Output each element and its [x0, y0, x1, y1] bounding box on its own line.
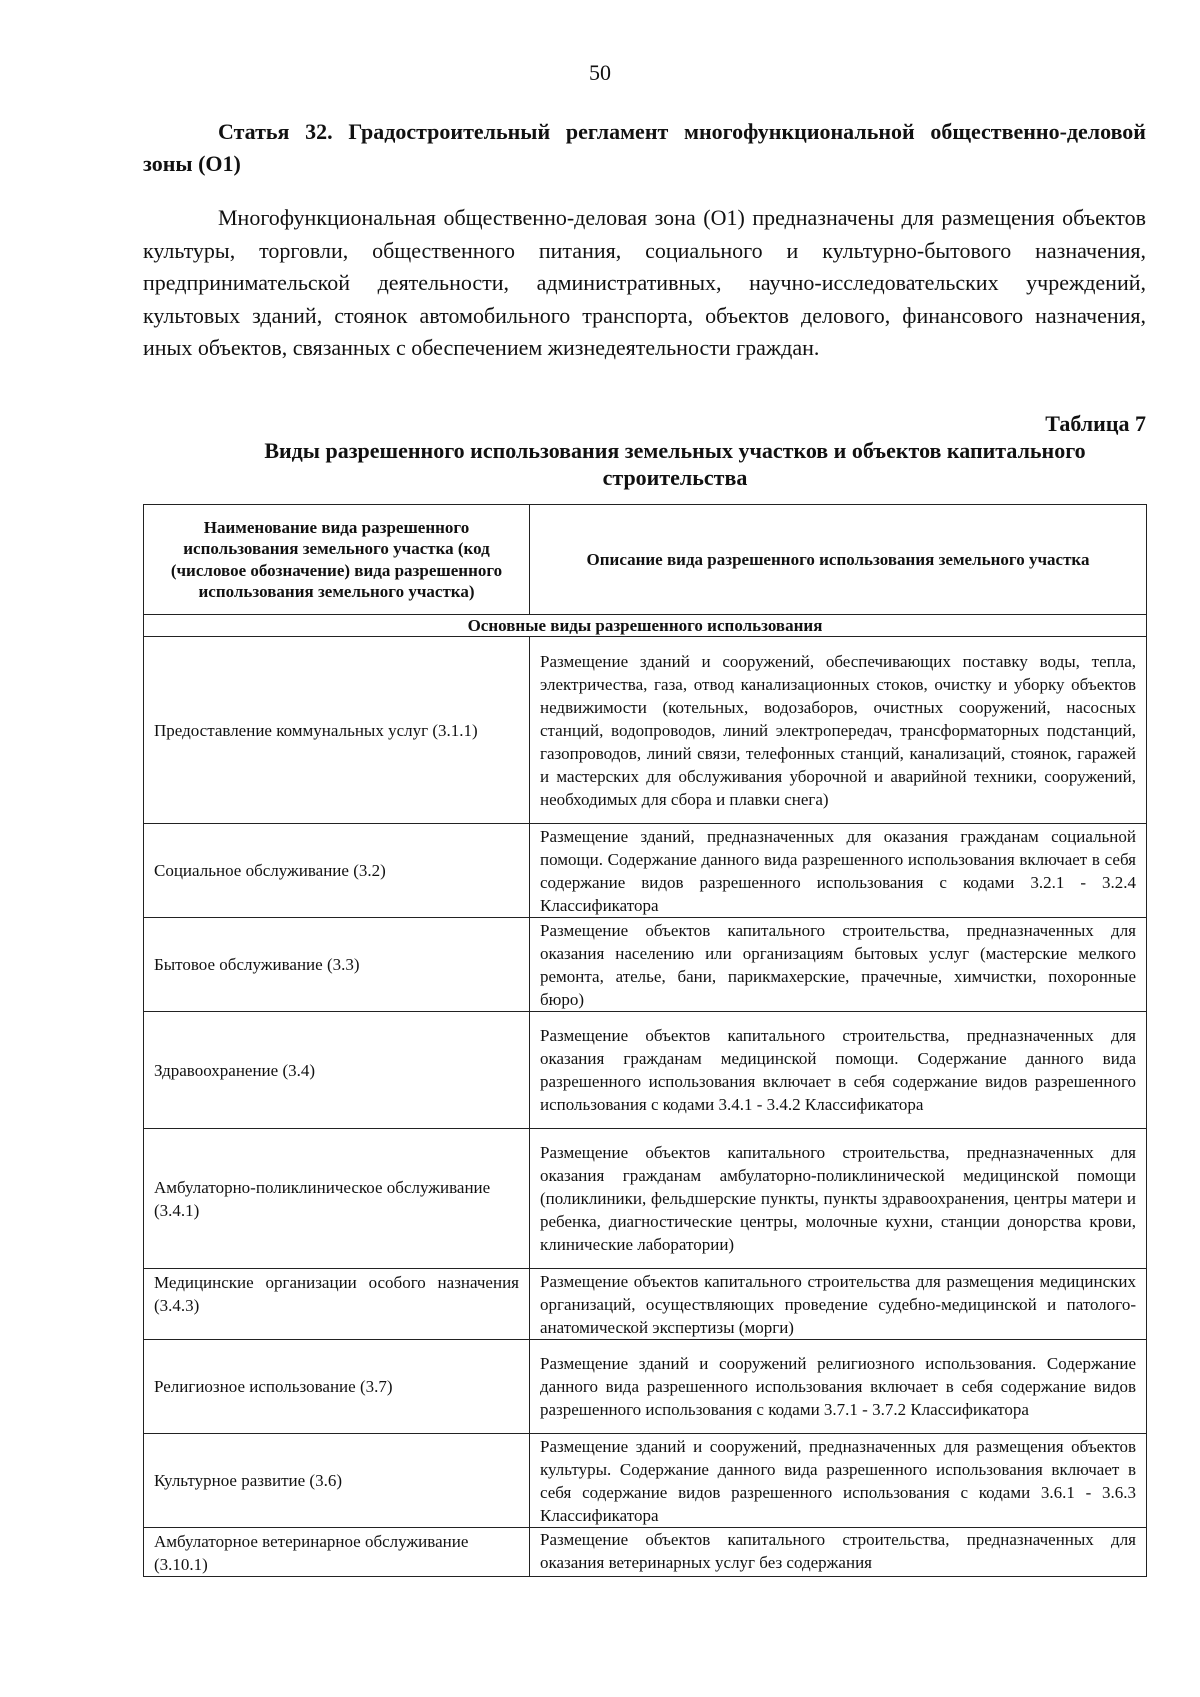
use-name: Бытовое обслуживание (3.3)	[144, 918, 530, 1012]
use-name: Амбулаторно-поликлиническое обслуживание (3.4.1)	[144, 1129, 530, 1269]
use-description: Размещение объектов капитального строительства, предназначенных для оказания гражданам амбулаторно-поликлинической медицинской помощи (поликлиники, фельдшерские пункты, пункты здравоохранения, центры матери и ребенка, диагностические центры, молочные кухни, станции донорства крови, клинические лаборатории)	[530, 1129, 1147, 1269]
use-description: Размещение объектов капитального строительства, предназначенных для оказания ветеринарных услуг без содержания	[530, 1528, 1147, 1577]
use-name: Медицинские организации особого назначения (3.4.3)	[144, 1269, 530, 1340]
use-name: Амбулаторное ветеринарное обслуживание (3.10.1)	[144, 1528, 530, 1577]
table-row	[144, 1528, 1147, 1577]
page-number: 50	[589, 60, 611, 85]
section-title: Основные виды разрешенного использования	[144, 615, 1147, 637]
land-use-table	[143, 504, 1147, 1577]
intro-paragraph: Многофункциональная общественно-деловая зона (О1) предназначены для размещения объектов культуры, торговли, общественного питания, социального и культурно-бытового назначения, предпринимательской деятельности, административных, научно-исследовательских учреждений, культовых зданий, стоянок автомобильного транспорта, объектов делового, финансового назначения, иных объектов, связанных с обеспечением жизнедеятельности граждан.	[143, 205, 1146, 360]
table-row	[144, 1012, 1147, 1129]
table-row	[144, 1340, 1147, 1434]
table-header-row	[144, 505, 1147, 615]
use-description: Размещение зданий и сооружений религиозного использования. Содержание данного вида разрешенного использования включает в себя содержание видов разрешенного использования с кодами 3.7.1 - 3.7.2 Классификатора	[530, 1340, 1147, 1434]
use-description: Размещение зданий и сооружений, предназначенных для размещения объектов культуры. Содержание данного вида разрешенного использования включает в себя содержание видов разрешенного использования с кодами 3.6.1 - 3.6.3 Классификатора	[530, 1434, 1147, 1528]
article-heading: Статья 32. Градостроительный регламент многофункциональной общественно-деловой зоны (О1)	[143, 119, 1146, 176]
header-name-column: Наименование вида разрешенного использования земельного участка (код (числовое обозначение) вида разрешенного использования земельного участка)	[144, 505, 530, 615]
table-row	[144, 824, 1147, 918]
use-description: Размещение объектов капитального строительства, предназначенных для оказания населению или организациям бытовых услуг (мастерские мелкого ремонта, ателье, бани, парикмахерские, прачечные, химчистки, похоронные бюро)	[530, 918, 1147, 1012]
use-name: Предоставление коммунальных услуг (3.1.1)	[144, 637, 530, 824]
table-caption: Виды разрешенного использования земельных участков и объектов капитального строительства	[264, 438, 1086, 490]
table-row	[144, 1434, 1147, 1528]
table-number: Таблица 7	[1045, 411, 1146, 436]
table-row	[144, 1129, 1147, 1269]
use-name: Культурное развитие (3.6)	[144, 1434, 530, 1528]
use-name: Здравоохранение (3.4)	[144, 1012, 530, 1129]
use-description: Размещение зданий и сооружений, обеспечивающих поставку воды, тепла, электричества, газа, отвод канализационных стоков, очистку и уборку объектов недвижимости (котельных, водозаборов, очистных сооружений, насосных станций, водопроводов, линий электропередач, трансформаторных подстанций, газопроводов, линий связи, телефонных станций, канализаций, стоянок, гаражей и мастерских для обслуживания уборочной и аварийной техники, сооружений, необходимых для сбора и плавки снега)	[530, 637, 1147, 824]
header-description-column: Описание вида разрешенного использования земельного участка	[530, 505, 1147, 615]
use-name: Религиозное использование (3.7)	[144, 1340, 530, 1434]
section-row	[144, 615, 1147, 637]
use-description: Размещение объектов капитального строительства, предназначенных для оказания гражданам медицинской помощи. Содержание данного вида разрешенного использования включает в себя содержание видов разрешенного использования с кодами 3.4.1 - 3.4.2 Классификатора	[530, 1012, 1147, 1129]
table-row	[144, 637, 1147, 824]
use-description: Размещение зданий, предназначенных для оказания гражданам социальной помощи. Содержание данного вида разрешенного использования включает в себя содержание видов разрешенного использования с кодами 3.2.1 - 3.2.4 Классификатора	[530, 824, 1147, 918]
use-name: Социальное обслуживание (3.2)	[144, 824, 530, 918]
use-description: Размещение объектов капитального строительства для размещения медицинских организаций, осуществляющих проведение судебно-медицинской и патолого-анатомической экспертизы (морги)	[530, 1269, 1147, 1340]
table-row	[144, 918, 1147, 1012]
table-row	[144, 1269, 1147, 1340]
